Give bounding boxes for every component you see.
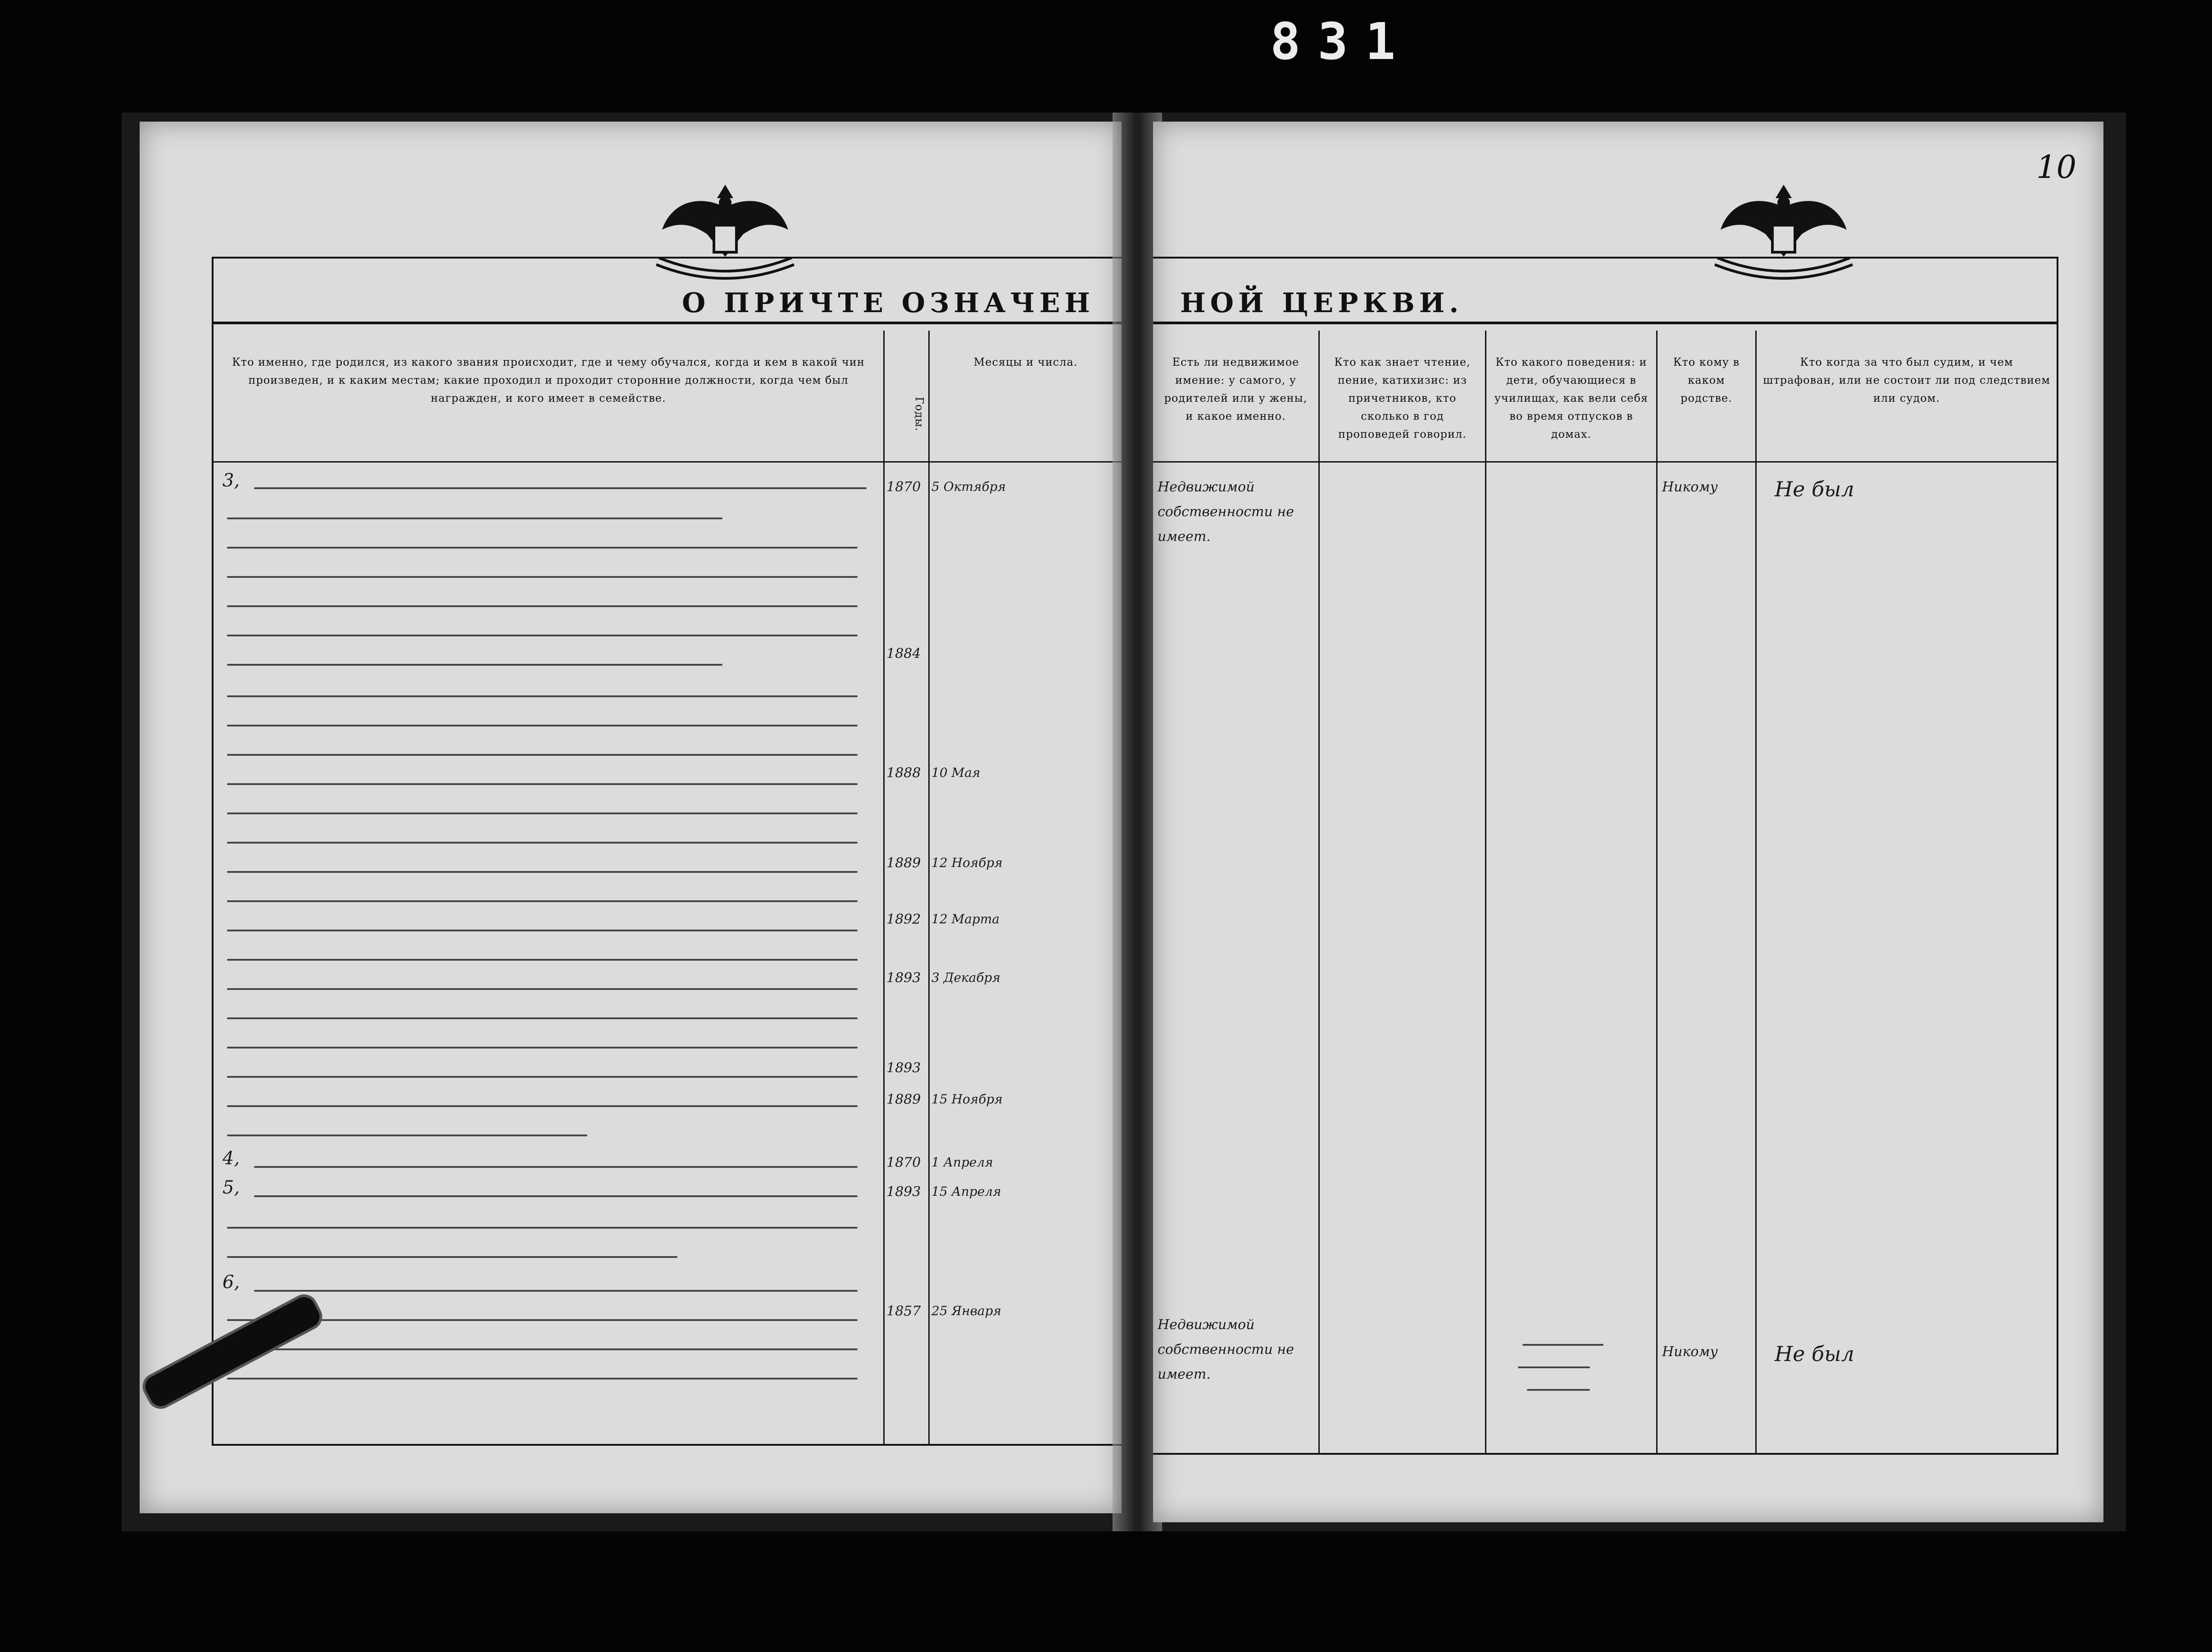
header-property: Есть ли недвижимое имение: у самого, у родителей или у жены, и какое именно. bbox=[1153, 331, 1320, 461]
handwritten-line bbox=[227, 576, 858, 578]
entry-year: 1892 bbox=[886, 912, 921, 927]
header-court: Кто когда за что был судим, и чем штрафован, или не состоит ли под следствием или судом. bbox=[1763, 356, 2050, 404]
folio-number: 10 bbox=[2036, 149, 2076, 186]
handwritten-line bbox=[227, 959, 858, 961]
entry-relation: Никому bbox=[1662, 1344, 1718, 1360]
court-column bbox=[1757, 461, 2057, 1453]
header-knowledge: Кто как знает чтение, пение, катихизис: из причетников, кто сколько в год проповедей говорил. bbox=[1320, 331, 1486, 461]
handwritten-line bbox=[227, 812, 858, 814]
page-title-right: НОЙ ЦЕРКВИ. bbox=[1180, 287, 1463, 319]
handwritten-note bbox=[1518, 1366, 1590, 1368]
book-spread bbox=[122, 113, 2126, 1531]
handwritten-line bbox=[254, 1195, 858, 1197]
archive-number: 831 bbox=[1270, 13, 1413, 71]
handwritten-line bbox=[227, 1348, 858, 1350]
handwritten-line bbox=[227, 754, 858, 756]
header-behavior: Кто какого поведения: и дети, обучающиеся в училищах, как вели себя во время отпусков в домах. bbox=[1486, 331, 1658, 461]
header-years: Годы. bbox=[885, 331, 930, 461]
handwritten-line bbox=[227, 1105, 858, 1107]
entry-year: 1889 bbox=[886, 1092, 921, 1107]
handwritten-line bbox=[227, 930, 858, 931]
entry-date: 5 Октября bbox=[931, 479, 1006, 494]
entry-year: 1888 bbox=[886, 765, 921, 781]
handwritten-line bbox=[227, 1256, 677, 1258]
entry-year: 1884 bbox=[886, 646, 921, 662]
handwritten-line bbox=[227, 988, 858, 990]
handwritten-line bbox=[254, 487, 867, 489]
left-header-row bbox=[213, 331, 1122, 463]
entry-date: 10 Мая bbox=[931, 765, 981, 780]
handwritten-line bbox=[227, 1017, 858, 1019]
entry-relation: Никому bbox=[1662, 479, 1718, 495]
right-body bbox=[1153, 461, 2057, 1453]
handwritten-line bbox=[227, 1076, 858, 1078]
page-title-left: О ПРИЧТЕ ОЗНАЧЕН bbox=[682, 287, 1095, 319]
entry-year: 1889 bbox=[886, 855, 921, 871]
handwritten-line bbox=[227, 1378, 858, 1380]
entry-court: Не был bbox=[1775, 477, 1854, 501]
months-column bbox=[930, 461, 1122, 1444]
entry-year: 1857 bbox=[886, 1303, 921, 1319]
header-months: Месяцы и числа. bbox=[973, 356, 1078, 368]
handwritten-line bbox=[227, 842, 858, 844]
right-header-row bbox=[1153, 331, 2057, 463]
entry-property: Недвижимой собственности не имеет. bbox=[1158, 479, 1294, 545]
header-relation: Кто кому в каком родстве. bbox=[1658, 331, 1757, 461]
left-body bbox=[213, 461, 1122, 1444]
entry-date: 15 Ноября bbox=[931, 1092, 1003, 1107]
entry-year: 1870 bbox=[886, 1155, 921, 1171]
handwritten-note bbox=[1527, 1389, 1590, 1391]
entry-year: 1870 bbox=[886, 479, 921, 495]
handwritten-line bbox=[227, 664, 722, 666]
handwritten-note bbox=[1522, 1344, 1603, 1346]
entry-number: 4, bbox=[223, 1148, 240, 1169]
entry-date: 1 Апреля bbox=[931, 1155, 993, 1170]
handwritten-line bbox=[227, 871, 858, 873]
entry-year: 1893 bbox=[886, 1184, 921, 1200]
handwritten-line bbox=[254, 1166, 858, 1168]
biography-column bbox=[213, 461, 885, 1444]
right-register-table bbox=[1153, 257, 2058, 1455]
handwritten-line bbox=[227, 605, 858, 607]
entry-year: 1893 bbox=[886, 970, 921, 986]
right-title-band bbox=[1153, 281, 2057, 324]
relation-column bbox=[1658, 461, 1757, 1453]
entry-date: 15 Апреля bbox=[931, 1184, 1001, 1199]
entry-date: 12 Марта bbox=[931, 912, 1000, 926]
right-page bbox=[1153, 122, 2103, 1522]
entry-court: Не был bbox=[1775, 1342, 1854, 1366]
left-title-band bbox=[213, 281, 1122, 324]
handwritten-line bbox=[227, 695, 858, 697]
handwritten-line bbox=[227, 517, 722, 519]
handwritten-line bbox=[227, 900, 858, 902]
handwritten-line bbox=[227, 635, 858, 636]
years-column bbox=[885, 461, 930, 1444]
handwritten-line bbox=[227, 725, 858, 726]
handwritten-line bbox=[254, 1290, 858, 1292]
property-column bbox=[1153, 461, 1320, 1453]
entry-number: 3, bbox=[223, 470, 240, 491]
entry-number: 6, bbox=[223, 1272, 240, 1293]
behavior-column bbox=[1486, 461, 1658, 1453]
left-register-table bbox=[212, 257, 1122, 1446]
handwritten-line bbox=[227, 1047, 858, 1048]
handwritten-line bbox=[227, 783, 858, 785]
handwritten-line bbox=[227, 1135, 587, 1136]
entry-date: 12 Ноября bbox=[931, 855, 1003, 870]
entry-date: 25 Января bbox=[931, 1303, 1002, 1318]
entry-property: Недвижимой собственности не имеет. bbox=[1158, 1317, 1294, 1382]
entry-date: 3 Декабря bbox=[931, 970, 1001, 985]
header-biography: Кто именно, где родился, из какого звания происходит, где и чему обучался, когда и кем в какой чин произведен, и к каким местам; какие проходил и проходит сторонние должности, когда чем был награжден, и кого имеет в семействе. bbox=[213, 331, 885, 461]
knowledge-column bbox=[1320, 461, 1486, 1453]
entry-number: 5, bbox=[223, 1177, 240, 1198]
entry-year: 1893 bbox=[886, 1060, 921, 1076]
handwritten-line bbox=[227, 547, 858, 549]
handwritten-line bbox=[227, 1227, 858, 1229]
